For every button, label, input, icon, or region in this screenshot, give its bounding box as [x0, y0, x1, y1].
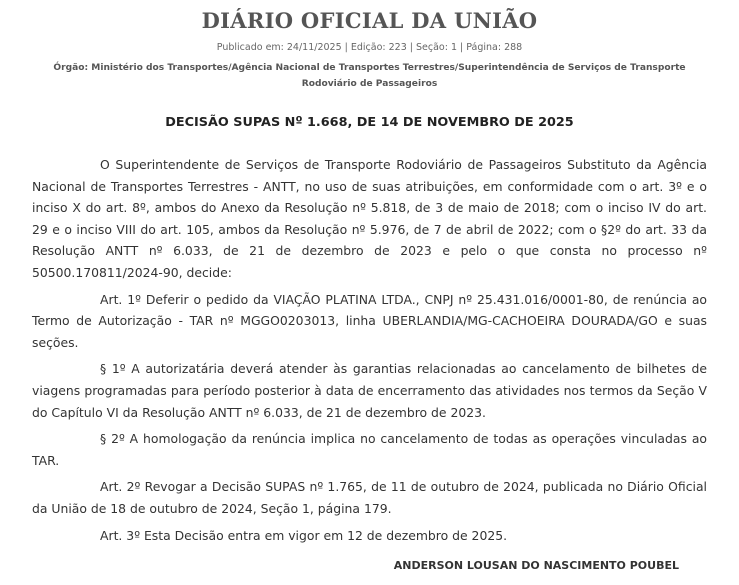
publication-info: Publicado em: 24/11/2025 | Edição: 223 | Seção: 1 | Página: 288 [216, 42, 523, 53]
orgao-line: Órgão: Ministério dos Transportes/Agência Nacional de Transportes Terrestres/Superintendência de Serviços de Transporte Rodoviário de Passageiros [53, 63, 686, 89]
paragraph-2-clause: § 2º A homologação da renúncia implica no cancelamento de todas as operações vinculadas ao TAR. [32, 431, 707, 468]
decision-title: DECISÃO SUPAS Nº 1.668, DE 14 DE NOVEMBRO DE 2025 [165, 115, 574, 130]
signature-name: ANDERSON LOUSAN DO NASCIMENTO POUBEL [393, 559, 679, 572]
article-3-paragraph: Art. 3º Esta Decisão entra em vigor em 12 de dezembro de 2025. [100, 527, 508, 543]
article-1-paragraph: Art. 1º Deferir o pedido da VIAÇÃO PLATINA LTDA., CNPJ nº 25.431.016/0001-80, de renúncia ao Termo de Autorização - TAR nº MGGO0203013, linha UBERLANDIA/MG-CACHOEIRA DOURADA/GO e suas seções. [32, 291, 707, 350]
decision-body [32, 154, 707, 551]
article-2-paragraph: Art. 2º Revogar a Decisão SUPAS nº 1.765, de 11 de outubro de 2024, publicada no Diário Oficial da União de 18 de outubro de 2024, Seção 1, página 179. [32, 479, 707, 516]
masthead-title: DIÁRIO OFICIAL DA UNIÃO [201, 8, 538, 33]
preamble-paragraph: O Superintendente de Serviços de Transporte Rodoviário de Passageiros Substituto da Agência Nacional de Transportes Terrestres - ANTT, no uso de suas atribuições, em conformidade com o art. 3º e o inciso X do art. 8º, ambos do Anexo da Resolução nº 5.818, de 3 de maio de 2018; com o inciso IV do art. 29 e o inciso VIII do art. 105, ambos da Resolução nº 5.976, de 7 de abril de 2022; com o §2º do art. 33 da Resolução ANTT nº 6.033, de 21 de dezembro de 2023 e pelo o que consta no processo nº 50500.170811/2024-90, decide: [32, 157, 707, 280]
paragraph-1-clause: § 1º A autorizatária deverá atender às garantias relacionadas ao cancelamento de bilhetes de viagens programadas para período posterior à data de encerramento das atividades nos termos da Seção V do Capítulo VI da Resolução ANTT nº 6.033, de 21 de dezembro de 2023. [32, 361, 707, 420]
